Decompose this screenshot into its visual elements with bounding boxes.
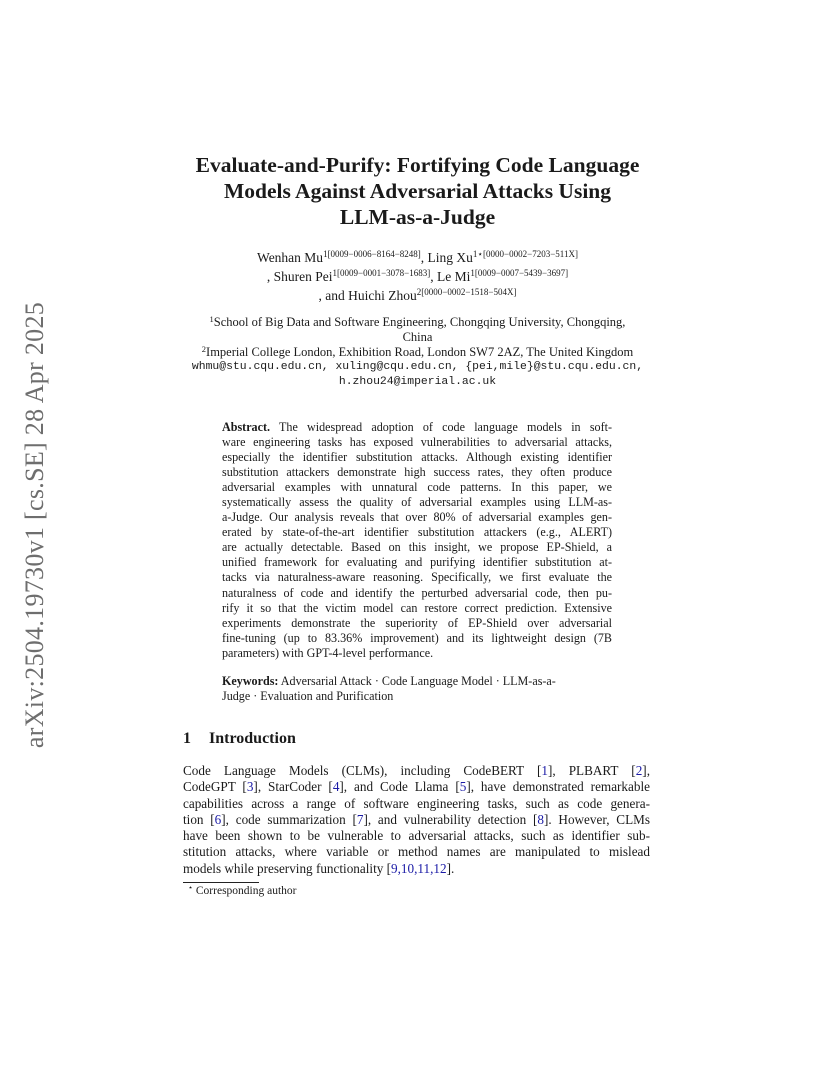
footnote-marker: ⋆	[188, 883, 194, 892]
orcid-superscript: 2[0000−0002−1518−504X]	[416, 287, 517, 297]
abstract-line: unified framework for evaluating and purifying identifier substitution at-	[222, 555, 612, 570]
email-list[interactable]: whmu@stu.cqu.edu.cn, xuling@cqu.edu.cn, {pei,mile}@stu.cqu.edu.cn,	[191, 361, 644, 373]
abstract-line: fine-tuning (up to 83.36% improvement) and its lightweight design (7B	[222, 630, 612, 645]
affiliation-text: Imperial College London, Exhibition Road, London SW7 2AZ, The United Kingdom	[206, 345, 634, 359]
affiliation-marker: 2	[201, 344, 207, 354]
paragraph-line: capabilities across a range of software engineering tasks, such as code genera-	[183, 795, 650, 811]
abstract-line: naturalness of code and identify the perturbed adversarial code, then pu-	[222, 585, 612, 600]
citation-link[interactable]: 1	[541, 763, 548, 778]
author-separator: ,	[430, 269, 437, 284]
orcid-superscript: 1[0009−0007−5439−3697]	[470, 268, 569, 278]
abstract-line: are actually detectable. Based on this insight, we propose EP-Shield, a	[222, 540, 612, 555]
author-line	[150, 286, 685, 305]
affiliation-1-cont: China	[402, 330, 433, 344]
arxiv-identifier-text: arXiv:2504.19730v1 [cs.SE] 28 Apr 2025	[20, 301, 50, 749]
footnote-text: Corresponding author	[193, 885, 297, 897]
abstract-line: especially the identifier substitution attacks. Although existing identifier	[222, 450, 612, 465]
paragraph-line: models while preserving functionality [9,10,11,12].	[183, 860, 455, 876]
keywords	[222, 674, 612, 704]
title-line: LLM-as-a-Judge	[339, 205, 496, 229]
citation-link[interactable]: 4	[332, 779, 340, 795]
affiliations	[150, 315, 685, 390]
paragraph-line: have been shown to be vulnerable to adversarial attacks, such as identifier sub-	[183, 828, 650, 844]
abstract-label: Abstract.	[222, 420, 271, 434]
abstract-line: adversarial examples with unnatural code patterns. In this paper, we	[222, 480, 612, 495]
keywords-line: Judge · Evaluation and Purification	[222, 689, 394, 704]
keywords-line	[222, 674, 612, 689]
email-list[interactable]: h.zhou24@imperial.ac.uk	[338, 376, 497, 388]
affiliation-marker: 1	[209, 314, 214, 324]
affiliation-2	[150, 345, 685, 360]
section-number: 1	[183, 730, 191, 747]
citation-link[interactable]: 5	[459, 779, 467, 795]
author-line	[150, 248, 685, 267]
abstract	[222, 420, 612, 661]
keywords-text: Adversarial Attack · Code Language Model · LLM-as-a-	[278, 674, 556, 688]
abstract-line: ware engineering tasks has exposed vulnerabilities to adversarial attacks,	[222, 435, 612, 450]
arxiv-identifier-stamp	[12, 290, 58, 760]
citation-link[interactable]: 8	[537, 811, 544, 827]
paragraph-line: CodeGPT [3], StarCoder [4], and Code Llama [5], have demonstrated remarkable	[183, 779, 650, 795]
abstract-line: parameters) with GPT-4-level performance.	[222, 645, 434, 660]
abstract-line: a-Judge. Our analysis reveals that over 80% of adversarial examples gen-	[222, 510, 612, 525]
author-name: Ling Xu	[427, 250, 473, 265]
footnote-rule	[183, 882, 259, 883]
introduction-paragraph	[183, 763, 650, 877]
orcid-superscript: 1[0009−0006−8164−8248]	[323, 249, 421, 259]
abstract-line: tacks via naturalness-aware reasoning. Specifically, we first evaluate the	[222, 570, 612, 585]
orcid-superscript: 1[0009−0001−3078−1683]	[332, 268, 431, 278]
author-name: Wenhan Mu	[257, 250, 324, 265]
author-line	[150, 267, 685, 286]
citation-link[interactable]: 7	[356, 811, 364, 827]
footnote	[188, 885, 297, 897]
citation-link[interactable]: 2	[635, 763, 643, 778]
author-name: , Shuren Pei	[266, 269, 333, 284]
paragraph-line: tion [6], code summarization [7], and vulnerability detection [8]. However, CLMs	[183, 811, 650, 827]
affiliation-1	[150, 315, 685, 330]
orcid-superscript: 1⋆[0000−0002−7203−511X]	[472, 249, 578, 259]
paragraph-line: Code Language Models (CLMs), including CodeBERT [1], PLBART [2],	[183, 763, 650, 778]
author-name: Le Mi	[437, 269, 471, 284]
citation-link[interactable]: 9,10,11,12	[391, 860, 447, 876]
section-heading	[183, 730, 296, 748]
abstract-line	[222, 420, 612, 435]
citation-link[interactable]: 6	[214, 811, 222, 827]
abstract-line: erated by state-of-the-art identifier substitution attackers (e.g., ALERT)	[222, 525, 612, 540]
citation-link[interactable]: 3	[246, 779, 254, 795]
title-line: Models Against Adversarial Attacks Using	[223, 179, 612, 203]
keywords-label: Keywords:	[222, 674, 279, 688]
abstract-line: experiments demonstrate the superiority of EP-Shield over adversarial	[222, 615, 612, 630]
abstract-line: systematically assess the quality of adversarial examples using LLM-as-	[222, 495, 612, 510]
abstract-text: The widespread adoption of code language models in soft-	[270, 420, 612, 434]
author-list	[150, 248, 685, 305]
abstract-line: rify it so that the victim model can restore correct prediction. Extensive	[222, 600, 612, 615]
paper-title	[150, 152, 685, 230]
author-separator: ,	[420, 250, 428, 265]
author-name: , and Huichi Zhou	[318, 288, 417, 303]
paragraph-line: stitution attacks, where variable or method names are manipulated to mislead	[183, 844, 650, 860]
abstract-line: substitution attackers demonstrate high success rates, they often produce	[222, 465, 612, 480]
section-title: Introduction	[209, 730, 296, 747]
affiliation-text: School of Big Data and Software Engineering, Chongqing University, Chongqing,	[213, 315, 626, 329]
title-line: Evaluate-and-Purify: Fortifying Code Language	[195, 153, 640, 177]
